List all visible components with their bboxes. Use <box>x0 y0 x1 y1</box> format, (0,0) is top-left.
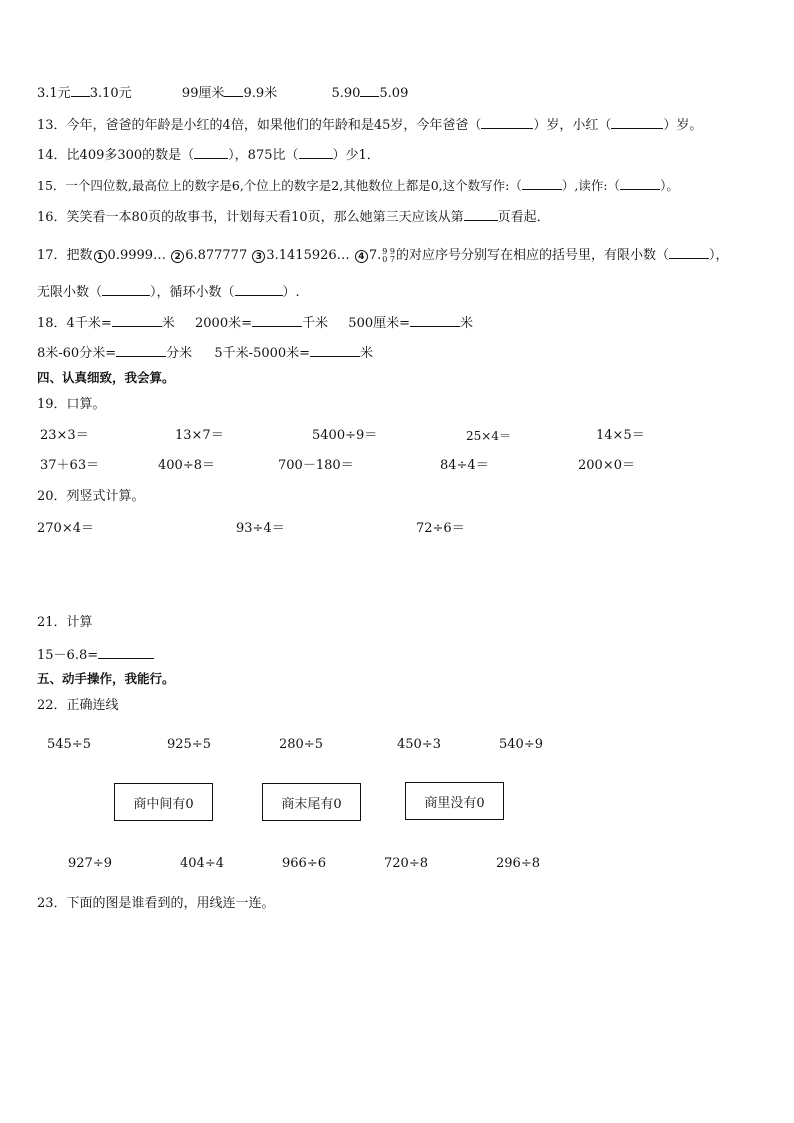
q22-top-expr-2[interactable]: 925÷5 <box>167 737 211 752</box>
q22-box-3-label: 商里没有0 <box>424 795 485 811</box>
q15-blank-write[interactable] <box>522 177 562 190</box>
q18-d-unit: 分米 <box>166 346 193 361</box>
q22-top-expr-5[interactable]: 540÷9 <box>499 737 543 752</box>
q22-top-expr-1[interactable]: 545÷5 <box>47 737 91 752</box>
q18-e-unit: 米 <box>360 346 374 361</box>
q18-e-label: 5千米-5000米= <box>214 346 311 361</box>
q21-expr-text: 15－6.8= <box>37 648 99 663</box>
q17-blank-finite[interactable] <box>669 246 709 259</box>
circled-4-icon: 4 <box>355 250 368 263</box>
compare-c-blank[interactable] <box>360 84 379 97</box>
question-14 <box>37 146 380 164</box>
q18-a-unit: 米 <box>161 316 175 331</box>
q14-text-3: ）少1． <box>332 148 380 163</box>
compare-b-blank[interactable] <box>224 84 243 97</box>
q17-line2-text-a: 无限小数（ <box>37 285 103 300</box>
q14-text-2: ），875比（ <box>228 148 299 163</box>
q19-item-5: 14×5＝ <box>596 428 645 443</box>
compare-b-right: 9.9米 <box>243 86 278 101</box>
compare-c-right: 5.09 <box>379 86 409 101</box>
question-16 <box>37 208 550 226</box>
compare-c-left: 5.90 <box>331 86 361 101</box>
q17-text-1: 17．把数 <box>37 248 93 263</box>
q19-item-8: 700－180＝ <box>278 458 354 473</box>
q15-text-3: ）。 <box>660 178 679 193</box>
repeating-decimal-digits <box>382 248 395 264</box>
q17-number-4: 7. <box>368 248 382 263</box>
compare-row <box>37 84 408 102</box>
q20-title: 20．列竖式计算。 <box>37 489 145 504</box>
q17-number-3: 3.1415926… <box>266 248 350 263</box>
q19-item-10: 200×0＝ <box>578 458 635 473</box>
q17-line2-text-c: ）. <box>282 285 300 300</box>
question-18-row-1 <box>37 314 473 332</box>
q13-blank-hong[interactable] <box>611 116 663 129</box>
q20-item-1: 270×4＝ <box>37 521 94 536</box>
q19-item-4: 25×4＝ <box>466 429 511 443</box>
q17-text-3: ）， <box>708 248 729 263</box>
q21-answer-blank[interactable] <box>98 646 154 659</box>
q22-bottom-expr-2[interactable]: 404÷4 <box>180 856 224 871</box>
q19-item-6: 37＋63＝ <box>40 458 100 473</box>
q16-blank[interactable] <box>464 208 498 221</box>
q22-top-expr-4[interactable]: 450÷3 <box>397 737 441 752</box>
circled-1-icon: 1 <box>94 250 107 263</box>
q19-item-9: 84÷4＝ <box>440 458 489 473</box>
q13-text-2: ）岁，小红（ <box>533 118 612 133</box>
q18-e-blank[interactable] <box>310 344 360 357</box>
q22-bottom-expr-5[interactable]: 296÷8 <box>496 856 540 871</box>
q17-number-2: 6.877777 <box>185 248 248 263</box>
q22-box-trailing-zero[interactable] <box>262 783 361 821</box>
question-15 <box>37 177 679 194</box>
q21-title: 21．计算 <box>37 615 93 630</box>
circled-2-icon: 2 <box>171 250 184 263</box>
q16-text-1: 16．笑笑看一本80页的故事书，计划每天看10页，那么她第三天应该从第 <box>37 210 464 225</box>
q23-title: 23．下面的图是谁看到的，用线连一连。 <box>37 896 275 911</box>
q17-blank-recurring[interactable] <box>235 283 283 296</box>
q18-c-blank[interactable] <box>410 314 460 327</box>
q22-bottom-expr-4[interactable]: 720÷8 <box>384 856 428 871</box>
q18-b-unit: 千米 <box>302 316 329 331</box>
q18-d-blank[interactable] <box>116 344 166 357</box>
q20-item-2: 93÷4＝ <box>236 521 285 536</box>
q22-box-no-zero[interactable] <box>405 782 504 820</box>
question-17 <box>37 246 728 264</box>
q18-d-label: 8米-60分米= <box>37 346 117 361</box>
q15-text-1: 15．一个四位数,最高位上的数字是6,个位上的数字是2,其他数位上都是0,这个数写作:（ <box>37 178 522 193</box>
q18-a-blank[interactable] <box>112 314 162 327</box>
q19-title: 19．口算。 <box>37 397 106 412</box>
q18-b-label: 2000米= <box>195 316 252 331</box>
q13-blank-dad[interactable] <box>481 116 533 129</box>
repeating-base-digits: 0 7 <box>382 254 395 264</box>
q14-blank-1[interactable] <box>194 146 228 159</box>
q22-box-1-label: 商中间有0 <box>133 796 194 812</box>
q18-c-unit: 米 <box>460 316 474 331</box>
q17-text-2: 的对应序号分别写在相应的括号里，有限小数（ <box>395 248 669 263</box>
q18-a-label: 18．4千米= <box>37 316 112 331</box>
q21-expression <box>37 646 154 664</box>
question-13 <box>37 116 702 134</box>
q18-c-label: 500厘米= <box>348 316 411 331</box>
q19-item-2: 13×7＝ <box>175 428 224 443</box>
q22-bottom-expr-1[interactable]: 927÷9 <box>68 856 112 871</box>
section-5-title: 五、动手操作，我能行。 <box>37 671 175 686</box>
repeating-dots-digits: 9 9 <box>382 246 395 256</box>
q13-text-1: 13．今年，爸爸的年龄是小红的4倍，如果他们的年龄和是45岁，今年爸爸（ <box>37 118 482 133</box>
q22-box-middle-zero[interactable] <box>114 783 213 821</box>
q19-item-3: 5400÷9＝ <box>312 428 378 443</box>
q15-blank-read[interactable] <box>620 177 660 190</box>
circled-3-icon: 3 <box>252 250 265 263</box>
compare-a-right: 3.10元 <box>89 86 132 101</box>
compare-a-blank[interactable] <box>71 84 90 97</box>
question-17-line-2 <box>37 283 300 301</box>
q22-bottom-expr-3[interactable]: 966÷6 <box>282 856 326 871</box>
q16-text-2: 页看起． <box>497 210 550 225</box>
q20-item-3: 72÷6＝ <box>416 521 465 536</box>
compare-b-left: 99厘米 <box>181 86 225 101</box>
q17-line2-text-b: ），循环小数（ <box>150 285 235 300</box>
question-18-row-2 <box>37 344 373 362</box>
q18-b-blank[interactable] <box>252 314 302 327</box>
q17-number-1: 0.9999… <box>107 248 167 263</box>
q14-text-1: 14．比409多300的数是（ <box>37 148 195 163</box>
q22-box-2-label: 商末尾有0 <box>281 796 342 812</box>
compare-a-left: 3.1元 <box>37 86 71 101</box>
q19-item-7: 400÷8＝ <box>158 458 215 473</box>
section-4-title: 四、认真细致，我会算。 <box>37 370 175 385</box>
q15-text-2: ）,读作:（ <box>561 178 621 193</box>
q14-blank-2[interactable] <box>299 146 333 159</box>
q22-top-expr-3[interactable]: 280÷5 <box>279 737 323 752</box>
q17-blank-infinite[interactable] <box>102 283 150 296</box>
q22-title: 22．正确连线 <box>37 698 119 713</box>
q19-item-1: 23×3＝ <box>40 428 89 443</box>
q13-text-3: ）岁。 <box>663 118 703 133</box>
